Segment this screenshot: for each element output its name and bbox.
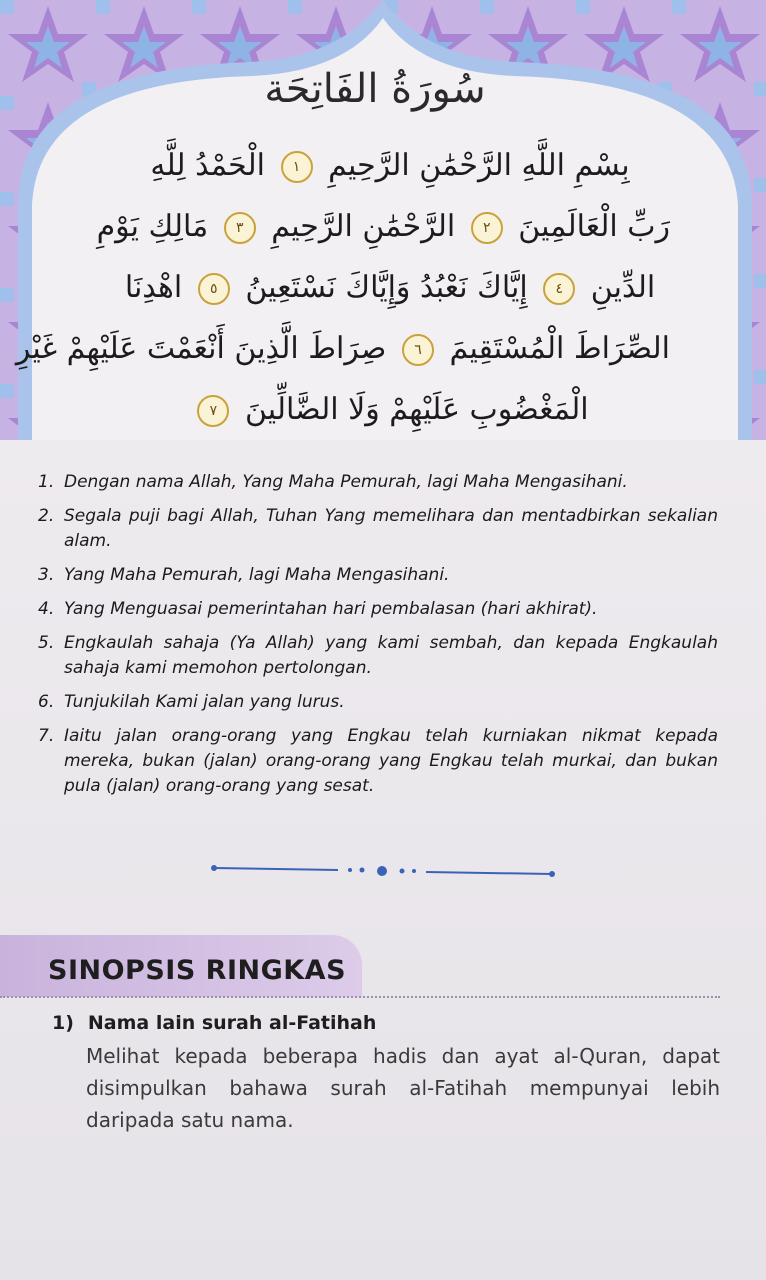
ornament-divider (210, 858, 560, 882)
section-heading: SINOPSIS RINGKAS (48, 955, 347, 986)
translation-item (38, 724, 718, 799)
translation-number: 5. (38, 633, 55, 653)
translation-number: 7. (38, 726, 55, 746)
translation-text: Dengan nama Allah, Yang Maha Pemurah, lagi Maha Mengasihani. (64, 472, 628, 492)
arabic-line (110, 379, 670, 440)
ayah-number-marker: ٢ (471, 212, 503, 244)
translation-text: Iaitu jalan orang-orang yang Engkau telah kurniakan nikmat kepada mereka, bukan (jalan) orang-orang yang Engkau telah murkai, dan bukan pula (jalan) orang-orang yang sesat. (64, 726, 718, 796)
arabic-line (110, 257, 670, 318)
point-title: Nama lain surah al-Fatihah (87, 1012, 377, 1034)
surah-title: سُورَةُ الفَاتِحَة (264, 66, 486, 112)
translation-item (38, 470, 718, 495)
translation-number: 4. (38, 599, 55, 619)
arabic-text: الرَّحْمَٰنِ الرَّحِيمِ (271, 209, 456, 244)
arabic-text: الدِّينِ (590, 270, 656, 305)
ayah-number-marker: ٥ (198, 273, 230, 305)
translation-number: 6. (38, 692, 55, 712)
translation-text: Tunjukilah Kami jalan yang lurus. (64, 692, 345, 712)
arabic-line (96, 196, 670, 257)
arabic-text: إِيَّاكَ نَعْبُدُ وَإِيَّاكَ نَسْتَعِينُ (245, 270, 528, 305)
ayah-number-marker: ٧ (197, 395, 229, 427)
ayah-number-marker: ٦ (402, 334, 434, 366)
arabic-text: اهْدِنَا (124, 270, 183, 305)
arabic-text: مَالِكِ يَوْمِ (96, 209, 209, 244)
ayah-number-marker: ٣ (224, 212, 256, 244)
translation-item (38, 504, 718, 554)
point-body: Melihat kepada beberapa hadis dan ayat al-Quran, dapat disimpulkan bahawa surah al-Fatihah mempunyai lebih daripada satu nama. (86, 1044, 720, 1132)
point-heading (52, 1012, 376, 1034)
translation-item (38, 563, 718, 588)
arabic-line (15, 318, 670, 379)
arabic-line (110, 135, 670, 196)
translation-item (38, 690, 718, 715)
translation-list (38, 470, 718, 808)
ayah-number-marker: ١ (281, 151, 313, 183)
translation-item (38, 631, 718, 681)
arabic-text: الْمَغْضُوبِ عَلَيْهِمْ وَلَا الضَّالِّينَ (244, 392, 589, 427)
arabic-verses (15, 135, 670, 440)
ayah-number-marker: ٤ (543, 273, 575, 305)
translation-number: 2. (38, 506, 55, 526)
arabic-text: صِرَاطَ الَّذِينَ أَنْعَمْتَ عَلَيْهِمْ غَيْرِ (15, 331, 387, 366)
arabic-text: الْحَمْدُ لِلَّهِ (150, 148, 265, 183)
translation-text: Yang Maha Pemurah, lagi Maha Mengasihani. (64, 565, 450, 585)
arabic-text: رَبِّ الْعَالَمِينَ (518, 209, 670, 244)
point-number: 1) (52, 1012, 74, 1034)
translation-item (38, 597, 718, 622)
translation-number: 3. (38, 565, 55, 585)
translation-text: Engkaulah sahaja (Ya Allah) yang kami sembah, dan kepada Engkaulah sahaja kami memohon pertolongan. (64, 633, 718, 678)
translation-text: Yang Menguasai pemerintahan hari pembalasan (hari akhirat). (64, 599, 598, 619)
translation-number: 1. (38, 472, 55, 492)
dotted-divider (0, 996, 720, 998)
arabic-text: الصِّرَاطَ الْمُسْتَقِيمَ (449, 331, 670, 366)
arabic-text: بِسْمِ اللَّهِ الرَّحْمَٰنِ الرَّحِيمِ (328, 148, 630, 183)
translation-text: Segala puji bagi Allah, Tuhan Yang memelihara dan mentadbirkan sekalian alam. (64, 506, 718, 551)
